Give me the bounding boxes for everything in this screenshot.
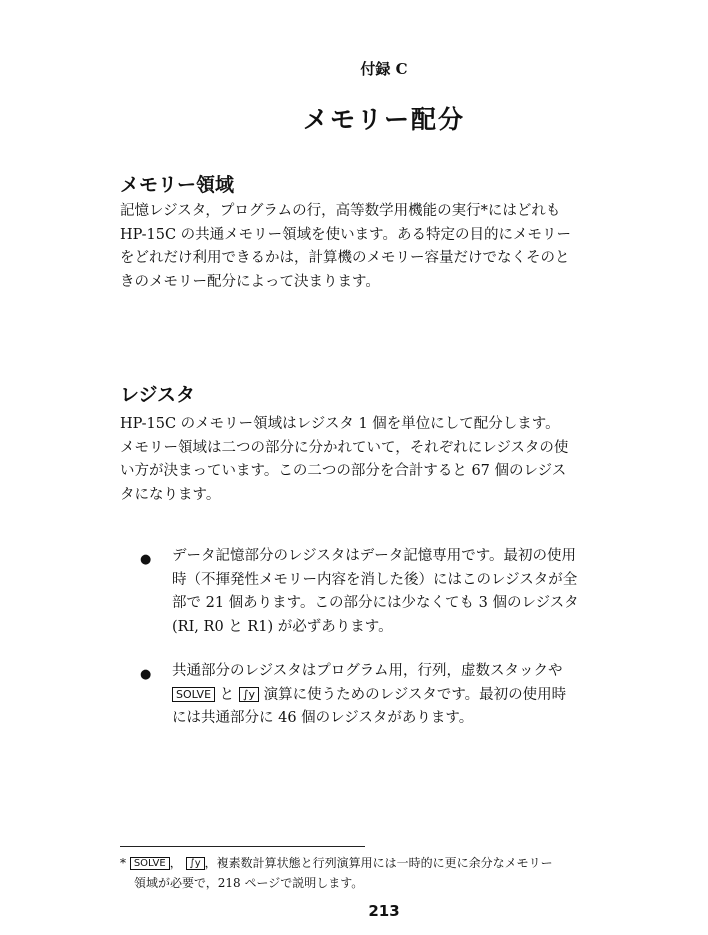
text-line: 部で 21 個あります。この部分には少なくても 3 個のレジスタ — [172, 595, 579, 611]
text-line: メモリー領域は二つの部分に分かれていて，それぞれにレジスタの使 — [120, 439, 569, 456]
text-line: 共通部分のレジスタはプログラム用，行列，虚数スタックや — [172, 663, 563, 679]
text-line: HP-15C のメモリー領域はレジスタ 1 個を単位にして配分します。 — [120, 416, 560, 432]
text-line: 時（不揮発性メモリー内容を消した後）にはこのレジスタが全 — [172, 571, 578, 588]
text-line — [172, 684, 650, 708]
text-line: タになります。 — [120, 486, 221, 503]
text-line: 領域が必要で，218 ページで説明します。 — [134, 876, 364, 890]
text-line — [120, 853, 660, 873]
registers-paragraph — [120, 413, 650, 507]
connector-text: と — [219, 686, 235, 703]
text-line: HP-15C の共通メモリー領域を使います。ある特定の目的にメモリー — [120, 226, 571, 243]
integral-key-icon: ∫y — [239, 687, 259, 702]
section-heading-registers: レジスタ — [120, 384, 195, 406]
section-heading-memory-area: メモリー領域 — [120, 174, 235, 196]
memory-area-paragraph — [120, 200, 650, 294]
text-line: をどれだけ利用できるかは，計算機のメモリー容量だけでなくそのと — [120, 250, 570, 266]
footnote-divider — [120, 846, 365, 847]
page-title: メモリー配分 — [302, 105, 465, 134]
appendix-label: 付録 C — [360, 60, 408, 78]
text-fragment: 演算に使うためのレジスタです。最初の使用時 — [263, 686, 567, 703]
footnote-marker: * — [120, 856, 126, 870]
bullet-icon: ● — [140, 552, 152, 567]
text-line: い方が決まっています。この二つの部分を合計すると 67 個のレジス — [120, 463, 567, 479]
separator: ， — [169, 856, 182, 870]
footnote — [120, 853, 660, 893]
text-fragment: ，複素数計算状態と行列演算用には一時的に更に余分なメモリー — [204, 856, 553, 870]
text-line: きのメモリー配分によって決まります。 — [120, 273, 380, 290]
text-line: には共通部分に 46 個のレジスタがあります。 — [172, 710, 474, 726]
solve-key-icon: SOLVE — [130, 857, 170, 870]
bullet-common-area — [140, 660, 650, 731]
solve-key-icon: SOLVE — [172, 687, 215, 702]
text-line: 記憶レジスタ，プログラムの行，高等数学用機能の実行*にはどれも — [120, 203, 561, 219]
bullet-data-storage — [140, 545, 650, 639]
text-line: (RI, R0 と R1) が必ずあります。 — [172, 618, 393, 635]
page-number: 213 — [368, 902, 400, 920]
text-line: データ記憶部分のレジスタはデータ記憶専用です。最初の使用 — [172, 548, 577, 564]
bullet-icon: ● — [140, 667, 152, 682]
integral-key-icon: ∫y — [186, 857, 205, 870]
